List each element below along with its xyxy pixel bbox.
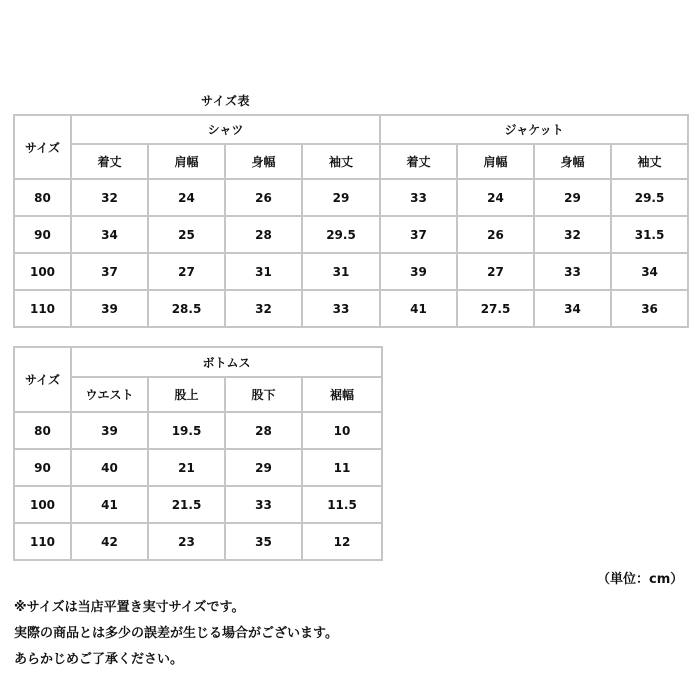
table-row — [14, 216, 688, 253]
value-cell: 32 — [71, 179, 148, 216]
column-header: 肩幅 — [148, 144, 225, 179]
column-header: 股上 — [148, 377, 225, 412]
value-cell: 29 — [302, 179, 380, 216]
value-cell: 33 — [380, 179, 457, 216]
column-header: 着丈 — [71, 144, 148, 179]
size-cell: 90 — [14, 216, 71, 253]
tops-size-table — [13, 114, 689, 328]
size-cell: 80 — [14, 179, 71, 216]
value-cell: 29.5 — [611, 179, 688, 216]
group-header-bottoms: ボトムス — [71, 347, 382, 377]
size-header-cell: サイズ — [14, 115, 71, 179]
value-cell: 41 — [71, 486, 148, 523]
value-cell: 39 — [380, 253, 457, 290]
size-chart-title: サイズ表 — [201, 94, 251, 108]
column-header: 袖丈 — [302, 144, 380, 179]
group-header-shirt: シャツ — [71, 115, 380, 144]
value-cell: 23 — [148, 523, 225, 560]
table-row — [14, 412, 382, 449]
value-cell: 24 — [148, 179, 225, 216]
size-cell: 80 — [14, 412, 71, 449]
value-cell: 32 — [534, 216, 611, 253]
value-cell: 26 — [457, 216, 534, 253]
value-cell: 21 — [148, 449, 225, 486]
value-cell: 10 — [302, 412, 382, 449]
size-cell: 100 — [14, 253, 71, 290]
table-row — [14, 290, 688, 327]
value-cell: 24 — [457, 179, 534, 216]
value-cell: 39 — [71, 290, 148, 327]
column-header: 身幅 — [225, 144, 302, 179]
group-header-jacket: ジャケット — [380, 115, 688, 144]
size-cell: 110 — [14, 290, 71, 327]
value-cell: 27.5 — [457, 290, 534, 327]
value-cell: 25 — [148, 216, 225, 253]
note-line: ※サイズは当店平置き実寸サイズです。 — [14, 600, 245, 615]
column-header: 着丈 — [380, 144, 457, 179]
value-cell: 32 — [225, 290, 302, 327]
column-header: 袖丈 — [611, 144, 688, 179]
value-cell: 28 — [225, 216, 302, 253]
value-cell: 27 — [457, 253, 534, 290]
value-cell: 29.5 — [302, 216, 380, 253]
table-row — [14, 486, 382, 523]
value-cell: 27 — [148, 253, 225, 290]
size-cell: 100 — [14, 486, 71, 523]
value-cell: 34 — [71, 216, 148, 253]
value-cell: 34 — [534, 290, 611, 327]
value-cell: 42 — [71, 523, 148, 560]
column-header: 肩幅 — [457, 144, 534, 179]
bottoms-size-table — [13, 346, 383, 561]
value-cell: 40 — [71, 449, 148, 486]
value-cell: 31.5 — [611, 216, 688, 253]
value-cell: 28 — [225, 412, 302, 449]
note-line: あらかじめご了承ください。 — [14, 652, 184, 667]
value-cell: 37 — [71, 253, 148, 290]
table-row — [14, 523, 382, 560]
column-header: 身幅 — [534, 144, 611, 179]
size-header-cell: サイズ — [14, 347, 71, 412]
value-cell: 29 — [225, 449, 302, 486]
value-cell: 29 — [534, 179, 611, 216]
value-cell: 33 — [534, 253, 611, 290]
disclaimer-notes — [14, 595, 338, 673]
table-row — [14, 179, 688, 216]
value-cell: 39 — [71, 412, 148, 449]
value-cell: 37 — [380, 216, 457, 253]
value-cell: 19.5 — [148, 412, 225, 449]
value-cell: 33 — [302, 290, 380, 327]
value-cell: 26 — [225, 179, 302, 216]
column-header: 裾幅 — [302, 377, 382, 412]
value-cell: 41 — [380, 290, 457, 327]
value-cell: 31 — [302, 253, 380, 290]
size-cell: 90 — [14, 449, 71, 486]
column-header: 股下 — [225, 377, 302, 412]
value-cell: 35 — [225, 523, 302, 560]
value-cell: 28.5 — [148, 290, 225, 327]
unit-note: （単位：cm） — [597, 572, 684, 587]
value-cell: 11.5 — [302, 486, 382, 523]
value-cell: 12 — [302, 523, 382, 560]
value-cell: 21.5 — [148, 486, 225, 523]
size-cell: 110 — [14, 523, 71, 560]
value-cell: 11 — [302, 449, 382, 486]
value-cell: 31 — [225, 253, 302, 290]
value-cell: 34 — [611, 253, 688, 290]
table-row — [14, 253, 688, 290]
value-cell: 36 — [611, 290, 688, 327]
table-row — [14, 449, 382, 486]
column-header: ウエスト — [71, 377, 148, 412]
note-line: 実際の商品とは多少の誤差が生じる場合がございます。 — [14, 626, 338, 641]
value-cell: 33 — [225, 486, 302, 523]
